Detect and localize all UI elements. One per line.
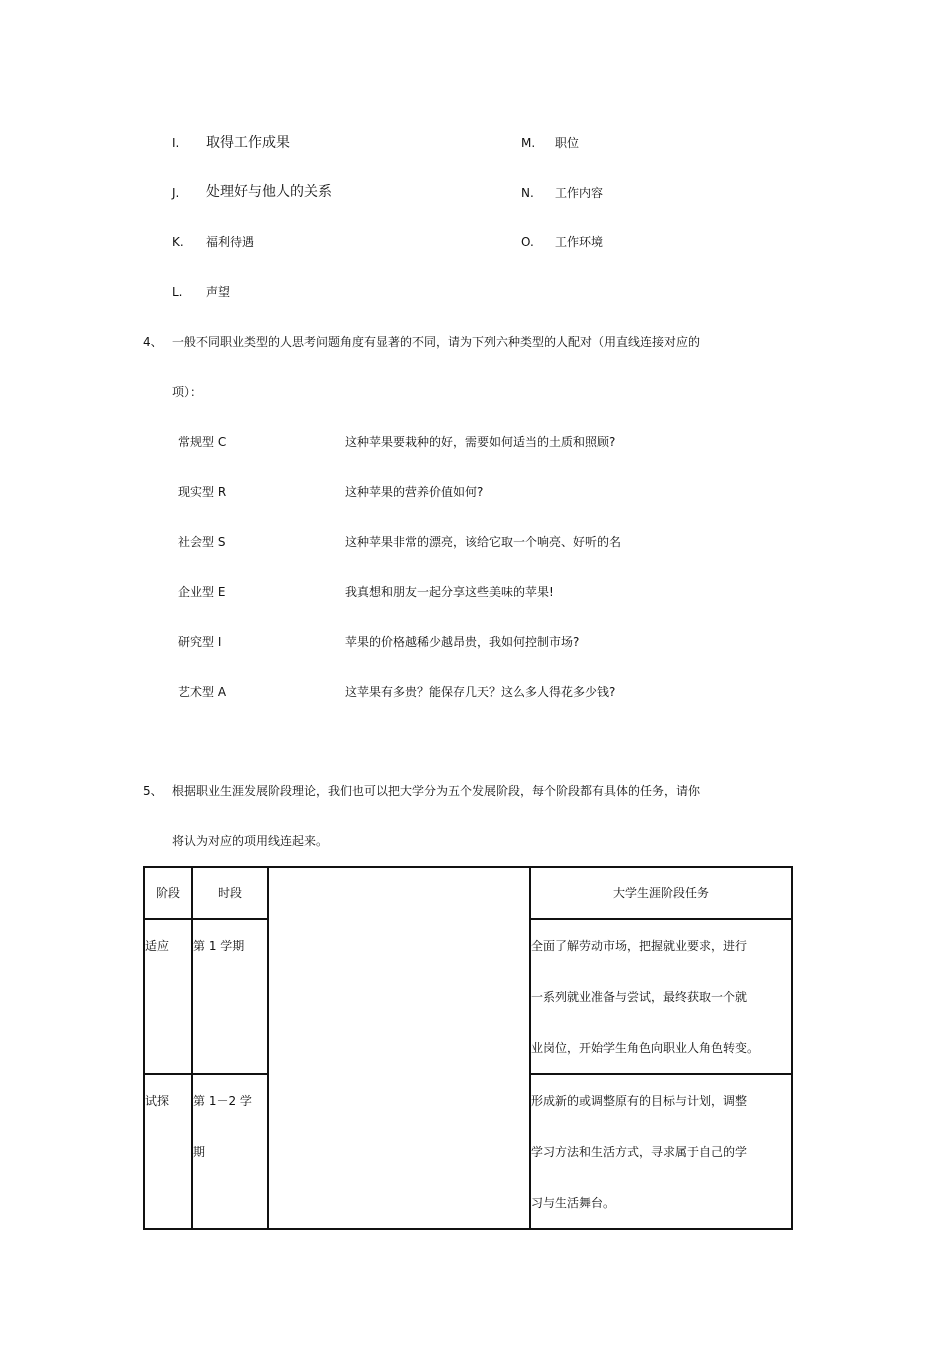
task-line: 形成新的或调整原有的目标与计划，调整 (531, 1094, 748, 1108)
q4-question-3: 这种苹果非常的漂亮，该给它取一个响亮、好听的名 (345, 535, 622, 549)
task-cell (530, 919, 792, 1074)
q4-question-2: 这种苹果的营养价值如何? (345, 485, 484, 499)
q4-type-conventional: 常规型 C (178, 435, 227, 449)
stage-label: 适应 (145, 939, 170, 953)
option-letter-l: L. (172, 285, 183, 299)
option-letter-m: M. (521, 136, 536, 150)
option-text-o: 工作环境 (555, 235, 604, 249)
period-cell (192, 919, 268, 1074)
option-text-m: 职位 (555, 136, 580, 150)
option-letter-i: I. (172, 136, 180, 150)
period-line: 期 (193, 1145, 206, 1159)
q4-prompt-line2: 项）： (172, 385, 203, 399)
header-task: 大学生涯阶段任务 (530, 867, 792, 919)
q4-question-1: 这种苹果要栽种的好，需要如何适当的土质和照顾? (345, 435, 616, 449)
q4-type-investigative: 研究型 I (178, 635, 222, 649)
option-text-i: 取得工作成果 (206, 135, 290, 151)
task-cell (530, 1074, 792, 1229)
q4-type-enterprising: 企业型 E (178, 585, 226, 599)
task-line: 习与生活舞台。 (531, 1196, 616, 1210)
option-letter-o: O. (521, 235, 534, 249)
task-line: 学习方法和生活方式，寻求属于自己的学 (531, 1145, 748, 1159)
header-stage: 阶段 (144, 867, 192, 919)
q4-type-artistic: 艺术型 A (178, 685, 227, 699)
option-letter-k: K. (172, 235, 184, 249)
option-letter-n: N. (521, 186, 534, 200)
option-text-n: 工作内容 (555, 186, 604, 200)
header-period: 时段 (192, 867, 268, 919)
q5-prompt-line2: 将认为对应的项用线连起来。 (172, 834, 329, 848)
q5-prompt-line1: 根据职业生涯发展阶段理论，我们也可以把大学分为五个发展阶段，每个阶段都有具体的任务，请你 (172, 784, 701, 798)
q4-question-4: 我真想和朋友一起分享这些美味的苹果! (345, 585, 554, 599)
table-header-row (144, 867, 792, 919)
option-text-l: 声望 (206, 285, 231, 299)
option-text-j: 处理好与他人的关系 (206, 184, 332, 200)
q4-type-realistic: 现实型 R (178, 485, 227, 499)
career-stage-table (143, 866, 793, 1230)
option-text-k: 福利待遇 (206, 235, 255, 249)
q4-type-social: 社会型 S (178, 535, 226, 549)
stage-label: 试探 (145, 1094, 170, 1108)
q4-question-6: 这苹果有多贵？能保存几天？这么多人得花多少钱? (345, 685, 616, 699)
q4-number: 4、 (143, 335, 163, 349)
q4-prompt-line1: 一般不同职业类型的人思考问题角度有显著的不同，请为下列六种类型的人配对（用直线连接对应的 (172, 335, 701, 349)
period-line: 第 1－2 学 (193, 1094, 252, 1108)
task-line: 一系列就业准备与尝试，最终获取一个就 (531, 990, 748, 1004)
period-line: 第 1 学期 (193, 939, 245, 953)
stage-cell (144, 1074, 192, 1229)
q5-number: 5、 (143, 784, 163, 798)
task-line: 业岗位，开始学生角色向职业人角色转变。 (531, 1041, 760, 1055)
q4-question-5: 苹果的价格越稀少越昂贵，我如何控制市场? (345, 635, 580, 649)
blank-connection-area (268, 867, 530, 1229)
stage-cell (144, 919, 192, 1074)
option-letter-j: J. (172, 186, 180, 200)
task-line: 全面了解劳动市场，把握就业要求，进行 (531, 939, 748, 953)
period-cell (192, 1074, 268, 1229)
